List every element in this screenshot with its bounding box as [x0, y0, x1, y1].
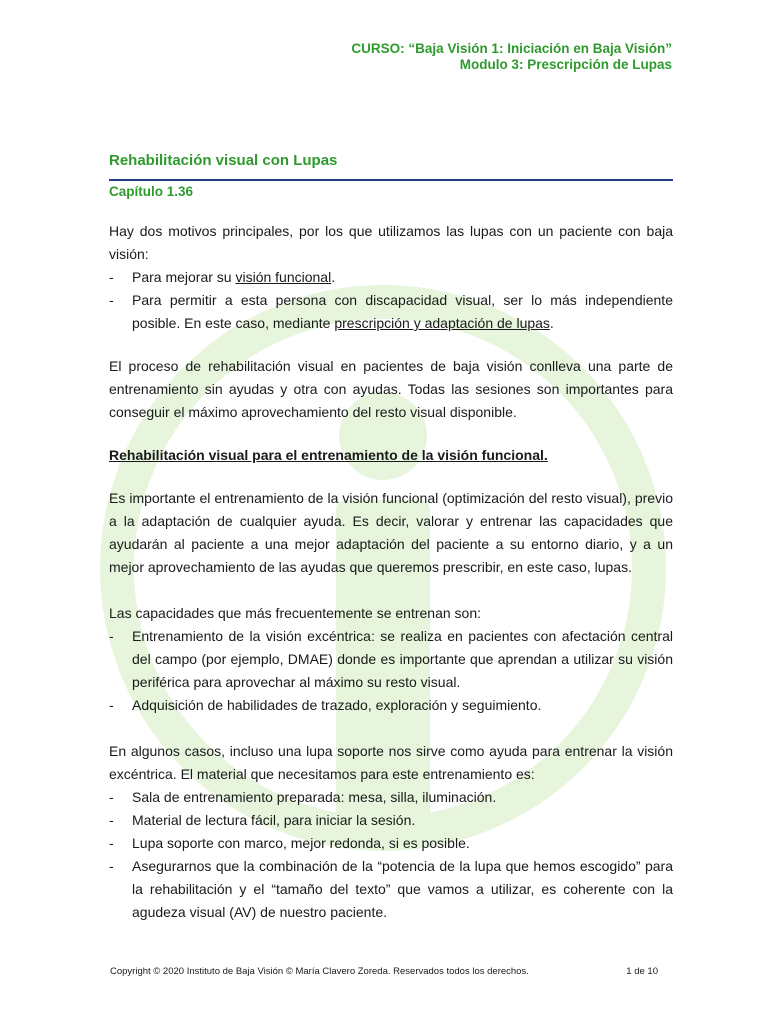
list-item: - Entrenamiento de la visión excéntrica: se realiza en pacientes con afectación central del campo (por ejemplo, DMAE) donde es importante que aprendan a utilizar su visión periférica para aprovechar al máximo su resto visual. [109, 625, 673, 694]
functional-vision-link[interactable]: visión funcional [235, 269, 332, 285]
list-item: - Para permitir a esta persona con discapacidad visual, ser lo más independiente posible. En este caso, mediante prescripción y adaptación de lupas. [109, 289, 673, 335]
section-heading: Rehabilitación visual para el entrenamiento de la visión funcional. [109, 447, 548, 463]
course-title: CURSO: “Baja Visión 1: Iniciación en Baja Visión” [351, 41, 672, 56]
list-item: - Para mejorar su visión funcional. [109, 266, 673, 289]
list-item: - Adquisición de habilidades de trazado, exploración y seguimiento. [109, 694, 673, 717]
motives-list [109, 266, 673, 335]
list-item: - Asegurarnos que la combinación de la “potencia de la lupa que hemos escogido” para la rehabilitación y el “tamaño del texto” que vamos a utilizar, es coherente con la agudeza visual (AV) de nuestro paciente. [109, 855, 673, 924]
title-divider [109, 179, 673, 181]
chapter-label: Capítulo 1.36 [109, 184, 194, 199]
training-paragraph: Es importante el entrenamiento de la visión funcional (optimización del resto visual), previo a la adaptación de cualquier ayuda. Es decir, valorar y entrenar las capacidades que ayudarán al paciente a una mejor adaptación del paciente a su entorno diario, y a un mejor aprovechamiento de las ayudas que queremos prescribir, en este caso, lupas. [109, 490, 673, 575]
capacities-intro: Las capacidades que más frecuentemente se entrenan son: [109, 605, 482, 621]
document-body [109, 151, 673, 924]
document-header [351, 41, 672, 73]
list-item: - Sala de entrenamiento preparada: mesa, silla, iluminación. [109, 786, 673, 809]
copyright-text: Copyright © 2020 Instituto de Baja Visión © María Clavero Zoreda. Reservados todos los derechos. [110, 966, 529, 977]
prescription-link[interactable]: prescripción y adaptación de lupas [334, 315, 550, 331]
page-title: Rehabilitación visual con Lupas [109, 152, 338, 169]
list-item: - Material de lectura fácil, para iniciar la sesión. [109, 809, 673, 832]
module-title: Modulo 3: Prescripción de Lupas [459, 57, 672, 72]
cases-paragraph: En algunos casos, incluso una lupa soporte nos sirve como ayuda para entrenar la visión excéntrica. El material que necesitamos para este entrenamiento es: [109, 743, 673, 782]
page-number: 1 de 10 [626, 966, 658, 977]
list-item: - Lupa soporte con marco, mejor redonda, si es posible. [109, 832, 673, 855]
page-footer [110, 966, 658, 977]
intro-paragraph: Hay dos motivos principales, por los que utilizamos las lupas con un paciente con baja visión: [109, 223, 673, 262]
motive-1-text: Para mejorar su [132, 269, 236, 285]
motive-2-text: Para permitir a esta persona con discapacidad visual, ser lo más independiente posible. En este caso, mediante [132, 292, 673, 331]
capacities-list [109, 625, 673, 717]
process-paragraph: El proceso de rehabilitación visual en pacientes de baja visión conlleva una parte de entrenamiento sin ayudas y otra con ayudas. Todas las sesiones son importantes para conseguir el máximo aprovechamiento del resto visual disponible. [109, 358, 673, 420]
materials-list [109, 786, 673, 924]
